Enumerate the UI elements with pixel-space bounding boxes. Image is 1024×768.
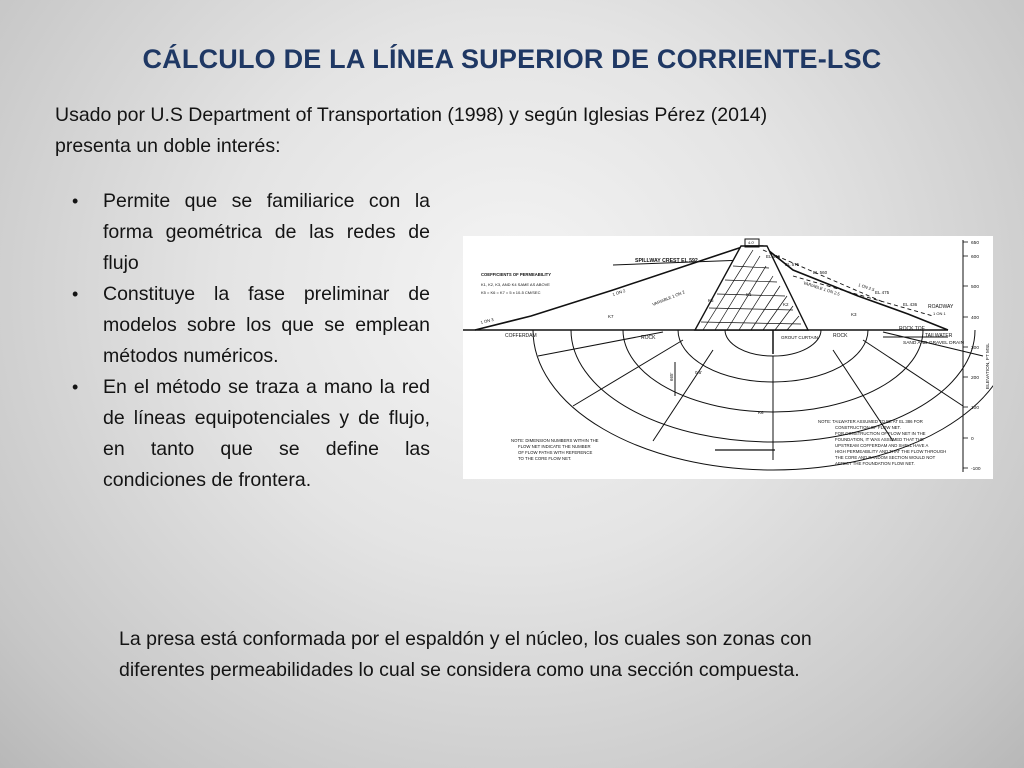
note-left-line-3: OF FLOW PATHS WITH REFERENCE: [518, 450, 593, 455]
elevation-tick-100: 100: [971, 406, 980, 411]
note-left-line-1: NOTE: DIMENSION NUMBERS WITHIN THE: [511, 438, 599, 443]
slope-left-label: 1 ON 2: [611, 288, 626, 297]
note-right-line-7: THE CORE AND RANDOM SECTION WOULD NOT: [835, 455, 936, 460]
sand-gravel-drain-label: SAND AND GRAVEL DRAIN: [903, 341, 965, 346]
k7-label: K7: [608, 314, 614, 319]
rock-label-right: ROCK: [833, 333, 848, 339]
intro-line-2: presenta un doble interés:: [55, 135, 281, 157]
variable-right-label: VARIABLE 1 ON 2.5: [802, 280, 841, 297]
dam-flow-net-figure: [463, 236, 993, 479]
conclusion-paragraph: [119, 624, 969, 686]
bullet-item: [70, 186, 430, 279]
elevation-tick-400: 400: [971, 316, 980, 321]
bullet-text: Permite que se familiarice con la forma geométrica de las redes de flujo: [103, 190, 430, 274]
dimension-665-label: 665': [669, 372, 674, 381]
slope-right-label: 1 ON 2.5: [857, 282, 876, 293]
slide-title: CÁLCULO DE LA LÍNEA SUPERIOR DE CORRIENTE-LSC: [142, 44, 882, 74]
permeability-heading: COEFFICIENTS OF PERMEABILITY: [481, 272, 552, 277]
note-right-line-4: FOUNDATION, IT WAS ASSUMED THAT THE: [835, 437, 924, 442]
crest-width-label: 4.0': [748, 240, 755, 245]
bullet-text: En el método se traza a mano la red de líneas equipotenciales y de flujo, en tanto que se define las condiciones de frontera.: [103, 376, 430, 491]
conclusion-line-2: diferentes permeabilidades lo cual se considera como una sección compuesta.: [119, 659, 800, 681]
grout-curtain-label: GROUT CURTAIN: [781, 335, 819, 340]
bullet-icon: •: [72, 191, 79, 211]
note-left-line-4: TO THE CORE FLOW NET.: [518, 456, 572, 461]
intro-paragraph: [55, 100, 975, 162]
core-zone: [695, 246, 808, 330]
bullet-icon: •: [72, 377, 79, 397]
flow-net-drawing: [463, 236, 993, 479]
note-left-line-2: FLOW NET INDICATE THE NUMBER: [518, 444, 591, 449]
tailwater-label: TAILWATER: [925, 333, 953, 339]
note-right-line-5: UPSTREAM COFFERDAM AND SHELL HAVE A: [835, 443, 929, 448]
seepage-line: [793, 276, 933, 316]
elevation-tick-200: 200: [971, 376, 980, 381]
elevation-tick-0: 0: [971, 437, 974, 442]
el-575-label: EL 575: [785, 262, 800, 267]
bullet-item: [70, 279, 430, 372]
elevation-tick-minus-100: -100: [971, 467, 981, 472]
el-560-label: EL 560: [813, 270, 828, 275]
permeability-line-1: K1, K2, K3, AND K4 SAME AS ABOVE: [481, 282, 550, 287]
permeability-line-2: K5 = K6 = K7 = 5 x 10-5 CM/SEC: [481, 290, 541, 295]
rock-toe-label: ROCK TOE: [899, 326, 925, 332]
k2-label: K2: [783, 302, 789, 307]
rock-label-left: ROCK: [641, 335, 656, 341]
intro-line-1: Usado por U.S Department of Transportation (1998) y según Iglesias Pérez (2014): [55, 104, 768, 126]
cofferdam-label: COFFERDAM: [505, 333, 537, 339]
k1-label: K1: [746, 292, 752, 297]
bullet-list: [70, 186, 430, 496]
note-right-line-6: HIGH PERMEABILITY AND THAT THE FLOW THROUGH: [835, 449, 947, 454]
elevation-tick-300: 300: [971, 346, 980, 351]
note-right-line-8: AFFECT THE FOUNDATION FLOW NET.: [835, 461, 915, 466]
k5-label: K5: [708, 298, 714, 303]
k3-label: K3: [851, 312, 857, 317]
roadway-label: ROADWAY: [928, 304, 954, 310]
conclusion-line-1: La presa está conformada por el espaldón y el núcleo, los cuales son zonas con: [119, 628, 812, 650]
bullet-text: Constituye la fase preliminar de modelos sobre los que se emplean métodos numéricos.: [103, 283, 430, 367]
dimension-05-label: 0.5': [695, 370, 703, 375]
elevation-tick-650: 650: [971, 241, 980, 246]
el-475-label: EL 475: [875, 290, 890, 295]
el-616-label: EL 616: [766, 254, 781, 259]
roadway-slope-label: 1 ON 1: [933, 311, 946, 316]
elevation-tick-600: 600: [971, 255, 980, 260]
k6-label: K6: [758, 410, 764, 415]
elevation-tick-500: 500: [971, 285, 980, 290]
el-436-label: EL 436: [903, 302, 918, 307]
spillway-crest-label: SPILLWAY CREST EL 592: [635, 258, 698, 264]
variable-left-label: VARIABLE 1 ON 2: [651, 289, 686, 307]
elevation-axis-label: ELEVATION, FT MSL: [986, 343, 991, 389]
slope-far-left-label: 1 ON 3: [480, 316, 495, 325]
bullet-icon: •: [72, 284, 79, 304]
note-right-line-3: FOR CONSTRUCTION OF FLOW NET IN THE: [835, 431, 926, 436]
note-right-line-1: NOTE: TAILWATER ASSUMED TO BE AT EL 386 FOR: [818, 419, 923, 424]
note-right-line-2: CONSTRUCTION OF FLOW NET.: [835, 425, 901, 430]
bullet-item: [70, 372, 430, 496]
elevation-axis-ticks: [963, 242, 968, 468]
